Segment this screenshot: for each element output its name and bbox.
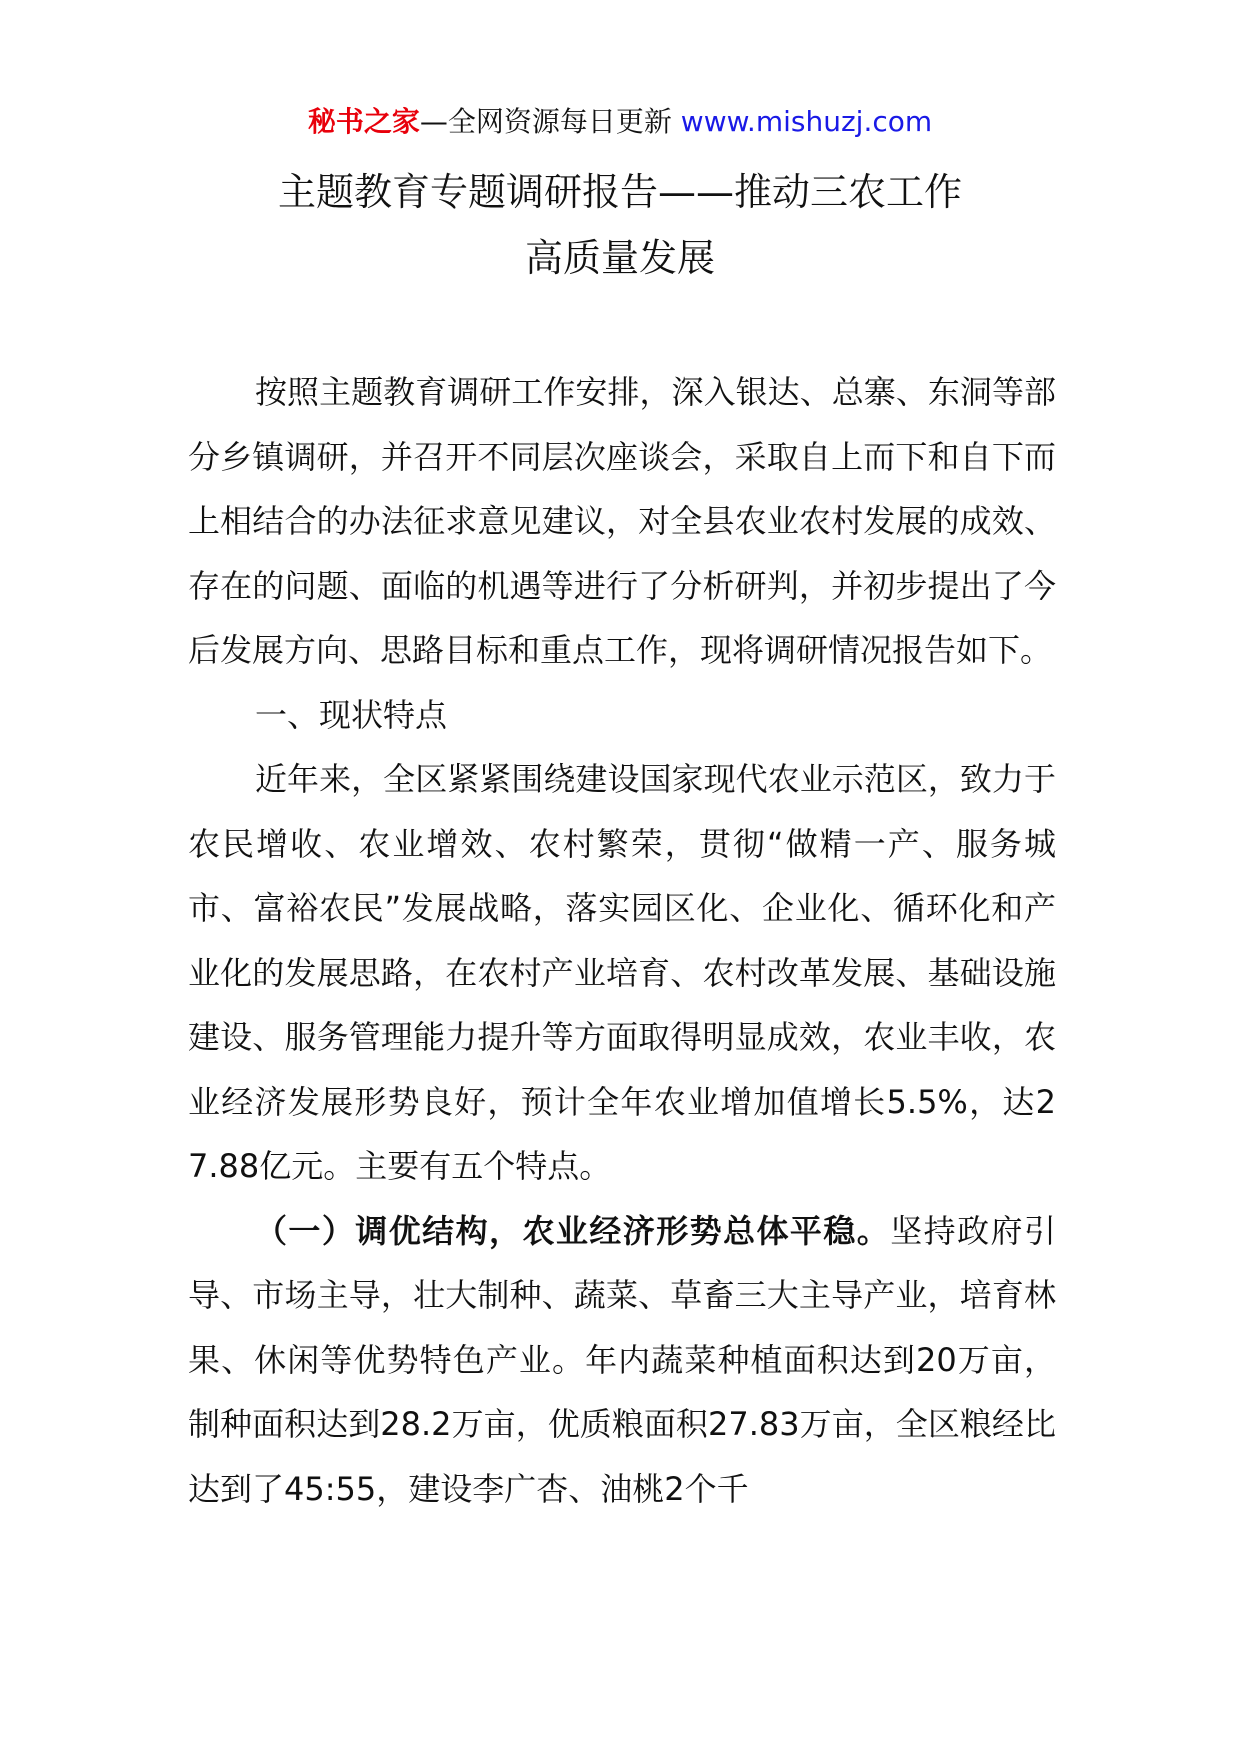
subsection-heading: （一）调优结构，农业经济形势总体平稳。 [255, 1211, 891, 1250]
subsection-paragraph [188, 1199, 1056, 1522]
subsection-text: 坚持政府引导、市场主导，壮大制种、蔬菜、草畜三大主导产业，培育林果、休闲等优势特色产业。年内蔬菜种植面积达到20万亩，制种面积达到28.2万亩，优质粮面积27.83万亩，全区粮经比达到了45:55，建设李广杏、油桃2个千 [188, 1211, 1056, 1508]
document-title-line-1: 主题教育专题调研报告——推动三农工作 [277, 170, 962, 214]
site-brand: 秘书之家 [307, 105, 420, 138]
intro-paragraph: 按照主题教育调研工作安排，深入银达、总寨、东洞等部分乡镇调研，并召开不同层次座谈会，采取自上而下和自下而上相结合的办法征求意见建议，对全县农业农村发展的成效、存在的问题、面临的机遇等进行了分析研判，并初步提出了今后发展方向、思路目标和重点工作，现将调研情况报告如下。 [188, 373, 1056, 669]
site-header [0, 102, 1240, 142]
site-slogan: —全网资源每日更新 [419, 105, 672, 138]
site-url-link[interactable]: www.mishuzj.com [680, 105, 933, 138]
section-paragraph: 近年来，全区紧紧围绕建设国家现代农业示范区，致力于农民增收、农业增效、农村繁荣，贯彻“做精一产、服务城市、富裕农民”发展战略，落实园区化、企业化、循环化和产业化的发展思路，在农村产业培育、农村改革发展、基础设施建设、服务管理能力提升等方面取得明显成效，农业丰收，农业经济发展形势良好，预计全年农业增加值增长5.5%，达27.88亿元。主要有五个特点。 [188, 760, 1056, 1185]
document-body [188, 360, 1056, 1521]
document-title-line-2: 高质量发展 [524, 236, 715, 280]
section-heading: 一、现状特点 [255, 695, 448, 734]
